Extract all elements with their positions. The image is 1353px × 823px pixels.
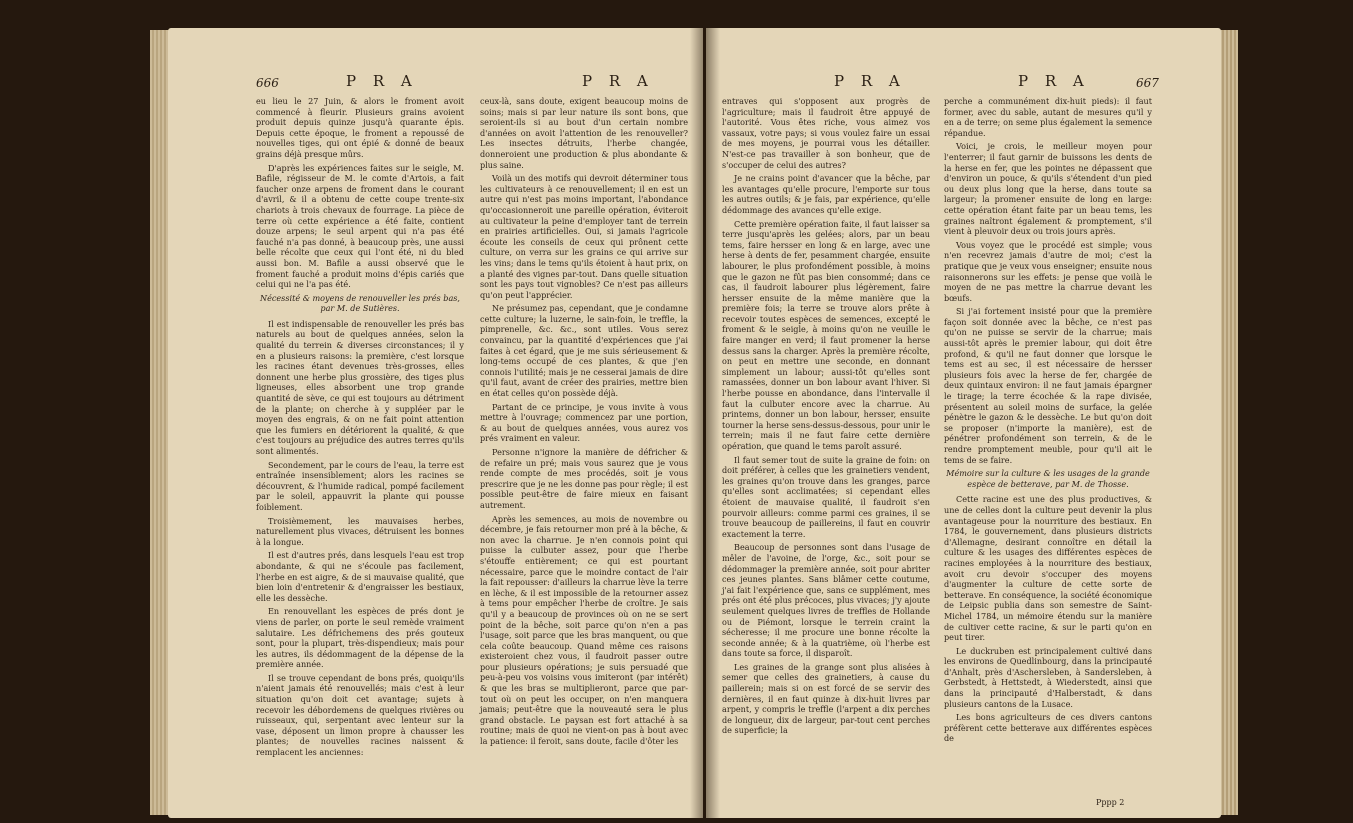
page-number: 667 (1136, 76, 1159, 90)
paragraph: Partant de ce principe, je vous invite à vous mettre à l'ouvrage; commencez par une portion, & au bout de quelques années, vous aurez vos prés vraiment en valeur. (480, 401, 688, 444)
paragraph: Les bons agriculteurs de ces divers cantons préfèrent cette betterave aux différentes espèces de (944, 712, 1152, 744)
paragraph: Il se trouve cependant de bons prés, quoiqu'ils n'aient jamais été renouvellés; mais c'est à leur situation qu'on doit cet avantage; sujets à recevoir les débordemens de quelques rivières ou ruisseaux, qui, serpentant avec lenteur sur la vase, déposent un limon propre à chausser les plantes; de nouvelles racines naissent & remplacent les anciennes: (256, 672, 464, 758)
paragraph: eu lieu le 27 Juin, & alors le froment avoit commencé à fleurir. Plusieurs grains avoient produit depuis quinze jusqu'à quarante épis. Depuis cette époque, le froment a repoussé de nouvelles tiges, qui ont épié & donné de beaux grains déjà presque mûrs. (256, 96, 464, 159)
text-column (722, 96, 930, 739)
paragraph: Les graines de la grange sont plus alisées à semer que celles des grainetiers, à cause du paillerein; mais si on est forcé de se servir des dernières, il en faut quinze à dix-huit livres par arpent, y compris le treffle (l'arpent a dix perches de longueur, dix de largeur, par-tout cent perches de superficie; la (722, 661, 930, 736)
paragraph: Voici, je crois, le meilleur moyen pour l'enterrer; il faut garnir de buissons les dents de la herse en fer, que les pointes ne dépassent que d'environ un pouce, & qu'ils s'étendent d'un pied ou deux plus long que la herse, dans toute sa largeur; la promener ensuite de long en large: cette opération étant faite par un beau tems, les graines naîtront également & promptement, s'il vient à pleuvoir deux ou trois jours après. (944, 141, 1152, 237)
paragraph: En renouvellant les espèces de prés dont je viens de parler, on porte le seul remède vraiment salutaire. Les défrichemens des prés gouteux sont, pour la plupart, très-dispendieux; mais pour les autres, ils dédommagent de la dépense de la première année. (256, 606, 464, 670)
right-page (706, 28, 1221, 818)
right-page-edges (1220, 30, 1238, 815)
text-column (480, 96, 688, 750)
running-head: P R A (582, 72, 654, 90)
paragraph: Personne n'ignore la manière de défricher & de refaire un pré; mais vous saurez que je vous rende compte de mes procédés, soit je vous prescrire que je ne les donne pas pour règle; il est possible peut-être de faire mieux en faisant autrement. (480, 447, 688, 510)
section-title: Nécessité & moyens de renouveller les prés bas, par M. de Sutières. (259, 292, 460, 314)
paragraph: Voilà un des motifs qui devroit déterminer tous les cultivateurs à ce renouvellement; il en est un autre qui n'est pas moins important, l'abondance qu'occasionneroit une pareille opération, éviteroit au cultivateur la peine d'employer tant de terrein en prairies artificielles. Oui, si jamais l'agricole écoute les conseils de ceux qui prônent cette culture, on verra sur les grains ce qui arrive sur les vins; dans le tems qu'ils étoient à haut prix, on a planté des vignes par-tout. Dans quelle situation sont les pays tout vignobles? Ce n'est pas ailleurs qu'on peut l'apprécier. (480, 173, 688, 300)
page-number: 666 (256, 76, 279, 90)
section-title: Mémoire sur la culture & les usages de la grande espèce de betterave, par M. de Thosse. (946, 468, 1150, 489)
paragraph: perche a communément dix-huit pieds): il faut former, avec du sable, autant de mesures qu'il y en a de terre; on seme plus également la semence répandue. (944, 96, 1152, 138)
paragraph: D'après les expériences faites sur le seigle, M. Bafile, régisseur de M. le comte d'Artois, a fait faucher onze arpens de froment dans le courant d'avril, & il a obtenu de cette coupe trente-six chariots à trois chevaux de fourrage. La pièce de terre où cette expérience a été faite, contient douze arpens; le seul arpent qui n'a pas été fauché n'a pas donné, à beaucoup près, une aussi belle récolte que ceux qui l'ont été, ni du bled aussi bon. M. Bafile a aussi observé que le froment fauché a produit moins d'épis cariés que celui qui ne l'a pas été. (256, 162, 464, 290)
paragraph: Il faut semer tout de suite la graine de foin: on doit préférer, à celles que les grainetiers vendent, les graines qu'on trouve dans les granges, parce qu'elles sont acclimatées; si cependant elles étoient de mauvaise qualité, il faudroit s'en pourvoir ailleurs: comme parmi ces graines, il se trouve beaucoup de paillereins, il faut en couvrir exactement la terre. (722, 454, 930, 539)
paragraph: Il est d'autres prés, dans lesquels l'eau est trop abondante, & qui ne s'écoule pas facilement, l'herbe en est aigre, & de si mauvaise qualité, que bien loin d'entretenir & d'engraisser les bestiaux, elle les dessèche. (256, 550, 464, 603)
left-page-edges (150, 30, 170, 815)
paragraph: Troisièmement, les mauvaises herbes, naturellement plus vivaces, détruisent les bonnes à la longue. (256, 515, 464, 547)
left-page (168, 28, 703, 818)
paragraph: Il est indispensable de renouveller les prés bas naturels au bout de quelques années, selon la qualité du terrein & diverses circonstances; il y en a plusieurs raisons: la première, c'est lorsque les racines étant devenues très-grosses, elles donnent une herbe plus grossière, des tiges plus ligneuses, elles absorbent une trop grande quantité de sève, ce qui est toujours au détriment de la plante; on cherche à y suppléer par le moyen des engrais, & on ne fait point attention que les fumiers en détériorent la qualité, & que c'est toujours au préjudice des autres terres qu'ils sont alimentés. (256, 318, 464, 456)
text-column (256, 96, 464, 761)
running-head: P R A (346, 72, 418, 90)
paragraph: ceux-là, sans doute, exigent beaucoup moins de soins; mais si par leur nature ils sont bons, que seroient-ils si au bout d'un certain nombre d'années on avoit l'attention de les renouveller? Les insectes détruits, l'herbe changée, donneroient une production & plus abondante & plus saine. (480, 96, 688, 170)
paragraph: entraves qui s'opposent aux progrès de l'agriculture; mais il faudroit être appuyé de l'autorité. Vous êtes riche, vous aimez vos vassaux, votre pays; si vous voulez faire un essai de mes moyens, je pourrai vous les détailler. N'est-ce pas travailler à son bonheur, que de s'occuper de celui des autres? (722, 96, 930, 170)
text-column (944, 96, 1152, 747)
paragraph: Vous voyez que le procédé est simple; vous n'en recevrez jamais d'autre de moi; c'est la pratique que je veux vous enseigner; ensuite nous raisonnerons sur les effets: je pense que voilà le moyen de ne pas mettre la charrue devant les bœufs. (944, 239, 1152, 303)
paragraph: Cette racine est une des plus productives, & une de celles dont la culture peut devenir la plus avantageuse pour la nourriture des bestiaux. En 1784, le gouvernement, dans plusieurs districts d'Allemagne, desirant connoître en détail la culture & les usages des différentes espèces de racines employées à la nourriture des bestiaux, avoit cru devoir s'occuper des moyens d'augmenter la culture de cette sorte de betterave. En conséquence, la société économique de Leipsic publia dans son semestre de Saint-Michel 1784, un mémoire étendu sur la manière de cultiver cette racine, & sur le parti qu'on en peut tirer. (944, 494, 1152, 643)
signature-mark: Pppp 2 (1096, 798, 1125, 807)
paragraph: Secondement, par le cours de l'eau, la terre est entraînée insensiblement; alors les racines se découvrent, & l'humide radical, pompé facilement par le soleil, appauvrit la plante qui pousse foiblement. (256, 459, 464, 512)
running-head: P R A (1018, 72, 1090, 90)
paragraph: Cette première opération faite, il faut laisser sa terre jusqu'après les gelées; alors, par un beau tems, faire hersser en long & en large, avec une herse à dents de fer, pesamment chargée, ensuite labourer, le plus profondément possible, à moins que le gazon ne fût pas bien consommé; dans ce cas, il faudroit labourer plus légèrement, faire hersser ensuite de la même manière que la première fois; la terre se trouve alors prête à recevoir toutes espèces de semences, excepté le froment & le seigle, à moins qu'on ne veuille le faire manger en verd; il faut promener la herse dessus sans la charger. Après la première récolte, on peut en mettre une seconde, en donnant simplement un labour; aussi-tôt qu'elles sont ramassées, donner un bon labour avant l'hiver. Si l'herbe pousse en abondance, dans l'intervalle il faut la culbuter encore avec la charrue. Au printems, donner un bon labour, hersser, ensuite tourner la herse sens-dessus-dessous, pour unir le terrein; mais il ne faut faire cette dernière opération, que quand le tems paroît assuré. (722, 218, 930, 451)
right-page-header (706, 72, 1221, 94)
paragraph: Beaucoup de personnes sont dans l'usage de mêler de l'avoine, de l'orge, &c., soit pour se dédommager la première année, soit pour abriter ces jeunes plantes. Sans blâmer cette coutume, j'ai fait l'expérience que, sans ce supplément, mes prés ont été plus précoces, plus vivaces; j'y ajoute seulement quelques livres de treffles de Hollande ou de Piémont, lorsque le terrein craint la sécheresse; il me procure une bonne récolte la seconde année; & à la quatrième, où l'herbe est dans toute sa force, il disparoît. (722, 542, 930, 659)
left-page-header (168, 72, 703, 94)
paragraph: Après les semences, au mois de novembre ou décembre, je fais retourner mon pré à la bêche, & non avec la charrue. Je n'en connois point qui puisse la culbuter assez, pour que l'herbe s'étouffe entièrement; ce qui est pourtant nécessaire, parce que le moindre contact de l'air la fait repousser: d'ailleurs la charrue lève la terre en lèche, & il est impossible de la retourner assez à tems pour empêcher l'herbe de croître. Je sais qu'il y a beaucoup de provinces où on ne se sert point de la bêche, soit parce qu'on n'en a pas l'usage, soit parce que les bras manquent, ou que cela coûte beaucoup. Quand même ces raisons existeroient chez vous, il faudroit passer outre pour plusieurs opérations; je suis persuadé que peu-à-peu vos voisins vous imiteront (par intérêt) & que les bras se multiplieront, parce que par-tout où on peut les occuper, on n'en manquera jamais; peut-être que la nouveauté sera le plus grand obstacle. Le paysan est fort attaché à sa routine; mais de quoi ne vient-on pas à bout avec la patience: il feroit, sans doute, facile d'ôter les (480, 513, 688, 747)
running-head: P R A (834, 72, 906, 90)
book-gutter (690, 28, 720, 818)
paragraph: Si j'ai fortement insisté pour que la première façon soit donnée avec la bêche, ce n'est pas qu'on ne puisse se servir de la charrue; mais aussi-tôt après le premier labour, qui doit être profond, & qu'il ne faut donner que lorsque le tems est au sec, il est nécessaire de hersser plusieurs fois avec la herse de fer, chargée de deux quintaux environ: il ne faut jamais épargner le tirage; la terre écochée & la rape divisée, présentent au soleil moins de surface, la gelée pénètre le gazon & le dessèche. Le but qu'on doit se proposer (n'importe la manière), est de pénétrer profondément son terrein, & de le rendre promptement meuble, pour qu'il ait le tems de se faire. (944, 306, 1152, 465)
paragraph: Je ne crains point d'avancer que la bêche, par les avantages qu'elle procure, l'emporte sur tous les autres outils; & je fais, par expérience, qu'elle dédommage des avances qu'elle exige. (722, 173, 930, 215)
paragraph: Ne présumez pas, cependant, que je condamne cette culture; la luzerne, le sain-foin, le treffle, la pimprenelle, &c. &c., sont utiles. Vous serez convaincu, par la quantité d'expériences que j'ai faites à cet égard, que je me suis sérieusement & long-tems occupé de ces plantes, & que j'en connois l'utilité; mais je ne cesserai jamais de dire qu'il faut, avant de créer des prairies, mettre bien en état celles qu'on possède déjà. (480, 303, 688, 399)
paragraph: Le duckruben est principalement cultivé dans les environs de Quedlinbourg, dans la principauté d'Anhalt, près d'Aschersleben, à Sandersleben, à Gerbstedt, à Hettstedt, à Wiederstedt, ainsi que dans la principauté d'Halberstadt, & dans plusieurs cantons de la Lusace. (944, 645, 1152, 709)
